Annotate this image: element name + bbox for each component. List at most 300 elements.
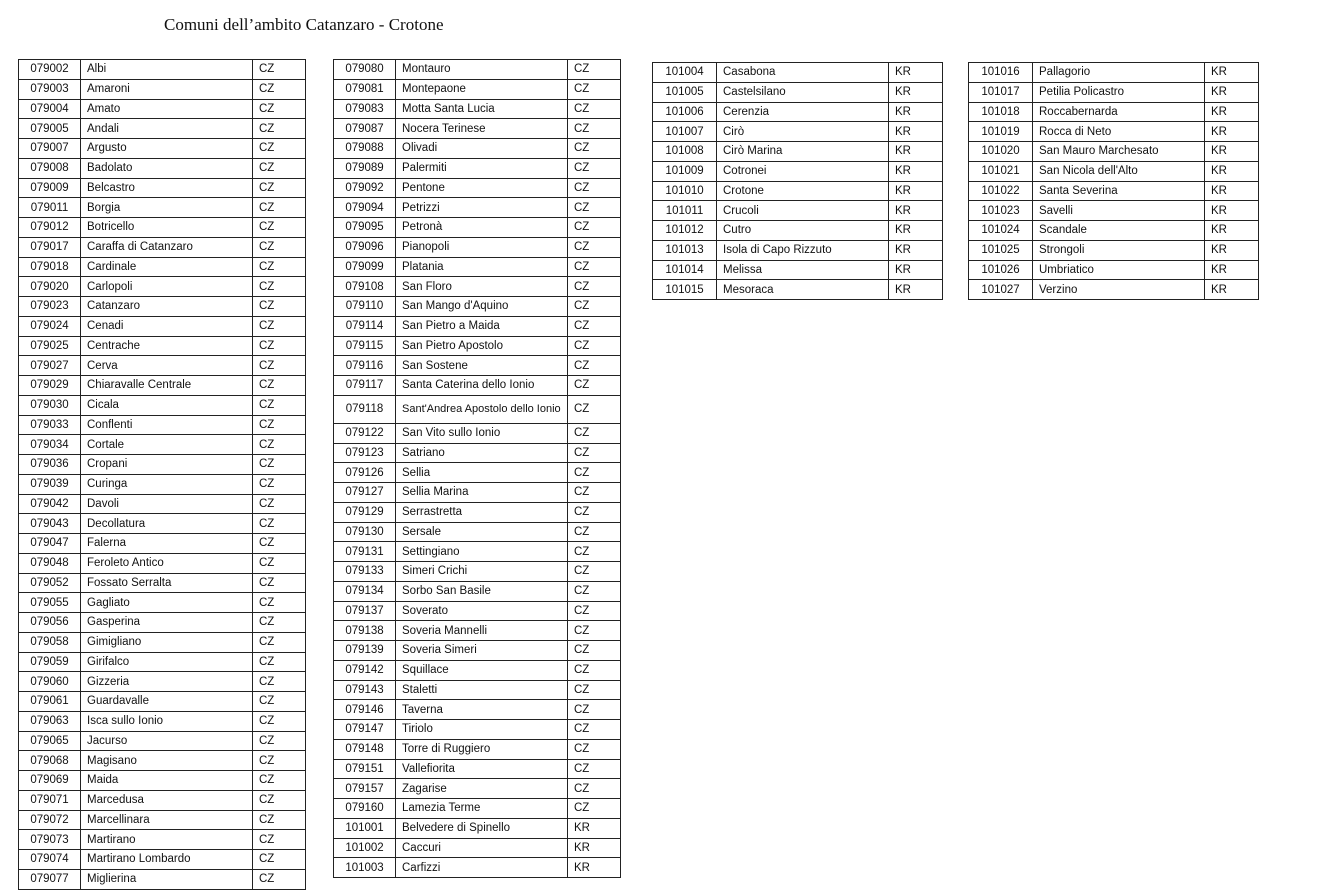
province-code: CZ [568, 99, 621, 119]
comune-name: Cirò Marina [717, 142, 889, 162]
comune-name: Albi [81, 60, 253, 80]
comune-name: Casabona [717, 63, 889, 83]
comune-name: Guardavalle [81, 692, 253, 712]
province-code: KR [1205, 63, 1259, 83]
comune-code: 079033 [19, 415, 81, 435]
comune-code: 079137 [334, 601, 396, 621]
province-code: CZ [568, 542, 621, 562]
province-code: CZ [568, 356, 621, 376]
table-row [334, 779, 621, 799]
comune-code: 079080 [334, 60, 396, 80]
province-code: CZ [568, 119, 621, 139]
document-title: Comuni dell’ambito Catanzaro - Crotone [164, 15, 444, 34]
table-row [19, 494, 306, 514]
table-row [19, 376, 306, 396]
table-row [334, 336, 621, 356]
province-code: KR [889, 82, 943, 102]
province-code: CZ [568, 581, 621, 601]
comune-code: 101004 [653, 63, 717, 83]
table-row [969, 221, 1259, 241]
comune-code: 079068 [19, 751, 81, 771]
comune-name: Serrastretta [396, 502, 568, 522]
comune-code: 079027 [19, 356, 81, 376]
province-code: CZ [568, 641, 621, 661]
table-row [334, 542, 621, 562]
comune-code: 079009 [19, 178, 81, 198]
comune-code: 079147 [334, 720, 396, 740]
comune-code: 079094 [334, 198, 396, 218]
comune-code: 101001 [334, 818, 396, 838]
comune-name: Belcastro [81, 178, 253, 198]
table-row [334, 720, 621, 740]
table-row [19, 652, 306, 672]
table-row [19, 613, 306, 633]
province-code: KR [1205, 161, 1259, 181]
comune-code: 079036 [19, 455, 81, 475]
table-row [334, 759, 621, 779]
comune-code: 101010 [653, 181, 717, 201]
comune-name: Zagarise [396, 779, 568, 799]
province-code: CZ [568, 60, 621, 80]
comuni-table-2 [333, 59, 621, 878]
comune-name: Cerenzia [717, 102, 889, 122]
comune-code: 079092 [334, 178, 396, 198]
comune-code: 079115 [334, 336, 396, 356]
comune-name: Palermiti [396, 158, 568, 178]
table-row [19, 850, 306, 870]
comune-name: Caccuri [396, 838, 568, 858]
table-row [19, 672, 306, 692]
comune-name: Petronà [396, 218, 568, 238]
comune-code: 101022 [969, 181, 1033, 201]
comune-name: Cropani [81, 455, 253, 475]
province-code: CZ [253, 297, 306, 317]
table-row [19, 435, 306, 455]
comune-name: Pianopoli [396, 237, 568, 257]
comune-code: 079007 [19, 139, 81, 159]
comune-code: 079047 [19, 534, 81, 554]
table-row [19, 415, 306, 435]
province-code: CZ [253, 494, 306, 514]
comune-code: 079004 [19, 99, 81, 119]
comune-code: 079116 [334, 356, 396, 376]
province-code: CZ [253, 356, 306, 376]
province-code: CZ [253, 178, 306, 198]
comune-name: San Vito sullo Ionio [396, 423, 568, 443]
comune-name: Montepaone [396, 79, 568, 99]
comune-code: 079142 [334, 660, 396, 680]
comune-code: 079023 [19, 297, 81, 317]
table-row [653, 260, 943, 280]
province-code: CZ [568, 139, 621, 159]
table-row [19, 534, 306, 554]
province-code: CZ [253, 336, 306, 356]
province-code: CZ [568, 336, 621, 356]
table-row [334, 257, 621, 277]
comune-code: 101018 [969, 102, 1033, 122]
province-code: CZ [568, 277, 621, 297]
comune-code: 079099 [334, 257, 396, 277]
comune-name: San Mauro Marchesato [1033, 142, 1205, 162]
table-row [969, 142, 1259, 162]
comune-name: Gagliato [81, 593, 253, 613]
comune-code: 079069 [19, 771, 81, 791]
comune-name: Marcellinara [81, 810, 253, 830]
comune-name: Petilia Policastro [1033, 82, 1205, 102]
table-row [334, 443, 621, 463]
comune-code: 079024 [19, 316, 81, 336]
province-code: CZ [253, 376, 306, 396]
comune-name: Vallefiorita [396, 759, 568, 779]
province-code: CZ [253, 711, 306, 731]
table-row [334, 463, 621, 483]
comune-name: Torre di Ruggiero [396, 739, 568, 759]
province-code: CZ [568, 237, 621, 257]
comune-name: Cortale [81, 435, 253, 455]
table-row [19, 573, 306, 593]
comune-code: 079089 [334, 158, 396, 178]
comune-code: 101023 [969, 201, 1033, 221]
table-row [653, 201, 943, 221]
province-code: CZ [253, 850, 306, 870]
comune-code: 101015 [653, 280, 717, 300]
table-row [334, 139, 621, 159]
province-code: CZ [253, 553, 306, 573]
table-row [19, 711, 306, 731]
comune-name: Botricello [81, 218, 253, 238]
province-code: KR [568, 818, 621, 838]
province-code: CZ [253, 731, 306, 751]
comune-name: Maida [81, 771, 253, 791]
table-row [19, 810, 306, 830]
comune-name: San Floro [396, 277, 568, 297]
comune-name: Crucoli [717, 201, 889, 221]
comune-code: 079129 [334, 502, 396, 522]
comune-code: 079002 [19, 60, 81, 80]
comune-name: San Nicola dell'Alto [1033, 161, 1205, 181]
table-row [653, 240, 943, 260]
comune-name: Santa Severina [1033, 181, 1205, 201]
province-code: CZ [253, 218, 306, 238]
province-code: KR [1205, 201, 1259, 221]
province-code: CZ [568, 443, 621, 463]
comune-code: 079020 [19, 277, 81, 297]
province-code: KR [889, 142, 943, 162]
province-code: KR [889, 221, 943, 241]
table-row [969, 161, 1259, 181]
comune-code: 101011 [653, 201, 717, 221]
province-code: KR [889, 280, 943, 300]
comuni-table-4 [968, 62, 1259, 300]
comune-name: Settingiano [396, 542, 568, 562]
province-code: CZ [568, 79, 621, 99]
table-row [969, 122, 1259, 142]
comune-code: 079030 [19, 395, 81, 415]
comune-code: 079008 [19, 158, 81, 178]
province-code: KR [1205, 280, 1259, 300]
comune-code: 079065 [19, 731, 81, 751]
comune-name: Borgia [81, 198, 253, 218]
comune-code: 101017 [969, 82, 1033, 102]
table-row [19, 139, 306, 159]
province-code: CZ [253, 810, 306, 830]
comune-code: 079073 [19, 830, 81, 850]
table-row [969, 181, 1259, 201]
table-row [334, 641, 621, 661]
province-code: CZ [253, 514, 306, 534]
comune-code: 079118 [334, 395, 396, 423]
table-row [653, 221, 943, 241]
comune-code: 079055 [19, 593, 81, 613]
comune-name: Catanzaro [81, 297, 253, 317]
province-code: CZ [568, 779, 621, 799]
province-code: CZ [253, 415, 306, 435]
comune-name: Cenadi [81, 316, 253, 336]
comune-code: 101002 [334, 838, 396, 858]
comune-code: 079087 [334, 119, 396, 139]
comune-code: 079077 [19, 869, 81, 889]
comune-code: 079083 [334, 99, 396, 119]
comune-code: 079133 [334, 562, 396, 582]
comune-name: Martirano Lombardo [81, 850, 253, 870]
table-row [19, 178, 306, 198]
province-code: CZ [253, 139, 306, 159]
comune-code: 079134 [334, 581, 396, 601]
table-row [19, 455, 306, 475]
comune-code: 079148 [334, 739, 396, 759]
comune-code: 079063 [19, 711, 81, 731]
province-code: CZ [253, 613, 306, 633]
comune-name: Davoli [81, 494, 253, 514]
province-code: CZ [253, 573, 306, 593]
comune-name: Conflenti [81, 415, 253, 435]
table-row [19, 474, 306, 494]
province-code: CZ [253, 692, 306, 712]
province-code: CZ [253, 277, 306, 297]
table-row [19, 395, 306, 415]
table-row [653, 161, 943, 181]
comune-code: 079011 [19, 198, 81, 218]
province-code: KR [1205, 142, 1259, 162]
table-row [334, 621, 621, 641]
comune-name: Cardinale [81, 257, 253, 277]
table-row [653, 122, 943, 142]
table-row [969, 82, 1259, 102]
comune-name: Curinga [81, 474, 253, 494]
table-row [969, 201, 1259, 221]
table-row [334, 700, 621, 720]
comune-name: Lamezia Terme [396, 799, 568, 819]
comune-code: 079003 [19, 79, 81, 99]
province-code: CZ [568, 502, 621, 522]
comune-code: 101005 [653, 82, 717, 102]
province-code: CZ [253, 198, 306, 218]
table-row [334, 178, 621, 198]
comune-name: Feroleto Antico [81, 553, 253, 573]
province-code: CZ [568, 297, 621, 317]
province-code: CZ [568, 423, 621, 443]
comune-name: Jacurso [81, 731, 253, 751]
comune-name: Marcedusa [81, 790, 253, 810]
table-row [19, 198, 306, 218]
table-row [334, 502, 621, 522]
comune-name: Gasperina [81, 613, 253, 633]
table-row [653, 280, 943, 300]
comune-name: Cerva [81, 356, 253, 376]
comune-name: Roccabernarda [1033, 102, 1205, 122]
province-code: CZ [568, 700, 621, 720]
comune-name: Verzino [1033, 280, 1205, 300]
table-row [19, 356, 306, 376]
province-code: KR [889, 201, 943, 221]
comune-name: San Pietro a Maida [396, 316, 568, 336]
table-row [334, 522, 621, 542]
comune-code: 079071 [19, 790, 81, 810]
table-row [19, 257, 306, 277]
table-row [334, 376, 621, 396]
table-row [653, 102, 943, 122]
comune-name: Sant'Andrea Apostolo dello Ionio [396, 395, 568, 423]
comune-code: 101025 [969, 240, 1033, 260]
province-code: CZ [568, 522, 621, 542]
table-row [19, 79, 306, 99]
table-row [334, 198, 621, 218]
comune-name: Pallagorio [1033, 63, 1205, 83]
table-row [19, 632, 306, 652]
comune-code: 079088 [334, 139, 396, 159]
comune-code: 079126 [334, 463, 396, 483]
comune-name: Soveria Mannelli [396, 621, 568, 641]
table-row [334, 218, 621, 238]
comune-name: Carfizzi [396, 858, 568, 878]
comune-code: 079059 [19, 652, 81, 672]
province-code: CZ [253, 593, 306, 613]
province-code: CZ [253, 790, 306, 810]
province-code: CZ [253, 474, 306, 494]
table-row [19, 830, 306, 850]
province-code: CZ [253, 395, 306, 415]
comune-code: 079096 [334, 237, 396, 257]
comune-name: Miglierina [81, 869, 253, 889]
comune-name: Scandale [1033, 221, 1205, 241]
table-row [334, 79, 621, 99]
table-row [334, 60, 621, 80]
province-code: CZ [253, 771, 306, 791]
comune-code: 101020 [969, 142, 1033, 162]
table-row [334, 680, 621, 700]
comune-name: Satriano [396, 443, 568, 463]
comune-code: 101027 [969, 280, 1033, 300]
province-code: CZ [253, 869, 306, 889]
table-row [334, 119, 621, 139]
comune-name: Soverato [396, 601, 568, 621]
comune-name: Sersale [396, 522, 568, 542]
province-code: CZ [568, 376, 621, 396]
comune-name: Rocca di Neto [1033, 122, 1205, 142]
province-code: KR [889, 161, 943, 181]
comune-code: 079131 [334, 542, 396, 562]
table-row [969, 63, 1259, 83]
comune-name: Platania [396, 257, 568, 277]
comune-code: 079146 [334, 700, 396, 720]
table-row [334, 581, 621, 601]
comune-code: 079039 [19, 474, 81, 494]
province-code: KR [889, 63, 943, 83]
table-row [334, 395, 621, 423]
comune-name: Belvedere di Spinello [396, 818, 568, 838]
table-row [19, 553, 306, 573]
comune-code: 101003 [334, 858, 396, 878]
table-row [334, 483, 621, 503]
comune-code: 079095 [334, 218, 396, 238]
province-code: CZ [253, 652, 306, 672]
comune-name: Cirò [717, 122, 889, 142]
table-row [19, 514, 306, 534]
comune-code: 079060 [19, 672, 81, 692]
province-code: CZ [568, 463, 621, 483]
province-code: KR [889, 102, 943, 122]
table-row [19, 771, 306, 791]
comune-code: 101013 [653, 240, 717, 260]
comune-code: 079061 [19, 692, 81, 712]
comune-name: Olivadi [396, 139, 568, 159]
comune-code: 101012 [653, 221, 717, 241]
table-row [19, 692, 306, 712]
province-code: CZ [568, 759, 621, 779]
province-code: CZ [253, 60, 306, 80]
comune-code: 101009 [653, 161, 717, 181]
comune-name: Amaroni [81, 79, 253, 99]
comune-name: Cotronei [717, 161, 889, 181]
comune-code: 079072 [19, 810, 81, 830]
table-row [19, 316, 306, 336]
comune-name: Motta Santa Lucia [396, 99, 568, 119]
province-code: CZ [253, 79, 306, 99]
comune-code: 101021 [969, 161, 1033, 181]
comune-code: 079151 [334, 759, 396, 779]
comune-code: 079108 [334, 277, 396, 297]
province-code: CZ [568, 739, 621, 759]
province-code: KR [1205, 221, 1259, 241]
comune-name: Magisano [81, 751, 253, 771]
table-row [19, 158, 306, 178]
province-code: CZ [253, 237, 306, 257]
comune-code: 079123 [334, 443, 396, 463]
comune-name: Nocera Terinese [396, 119, 568, 139]
comune-code: 101016 [969, 63, 1033, 83]
table-row [334, 423, 621, 443]
comune-code: 101014 [653, 260, 717, 280]
table-row [334, 562, 621, 582]
table-row [969, 102, 1259, 122]
comune-name: Melissa [717, 260, 889, 280]
province-code: CZ [568, 483, 621, 503]
province-code: KR [889, 181, 943, 201]
comune-code: 079117 [334, 376, 396, 396]
comune-name: Chiaravalle Centrale [81, 376, 253, 396]
table-row [969, 260, 1259, 280]
province-code: CZ [568, 178, 621, 198]
comune-name: Gimigliano [81, 632, 253, 652]
province-code: KR [1205, 122, 1259, 142]
comune-name: Sellia [396, 463, 568, 483]
comune-name: Cutro [717, 221, 889, 241]
province-code: CZ [568, 198, 621, 218]
table-row [19, 218, 306, 238]
comune-code: 079074 [19, 850, 81, 870]
province-code: CZ [568, 218, 621, 238]
comune-name: Pentone [396, 178, 568, 198]
